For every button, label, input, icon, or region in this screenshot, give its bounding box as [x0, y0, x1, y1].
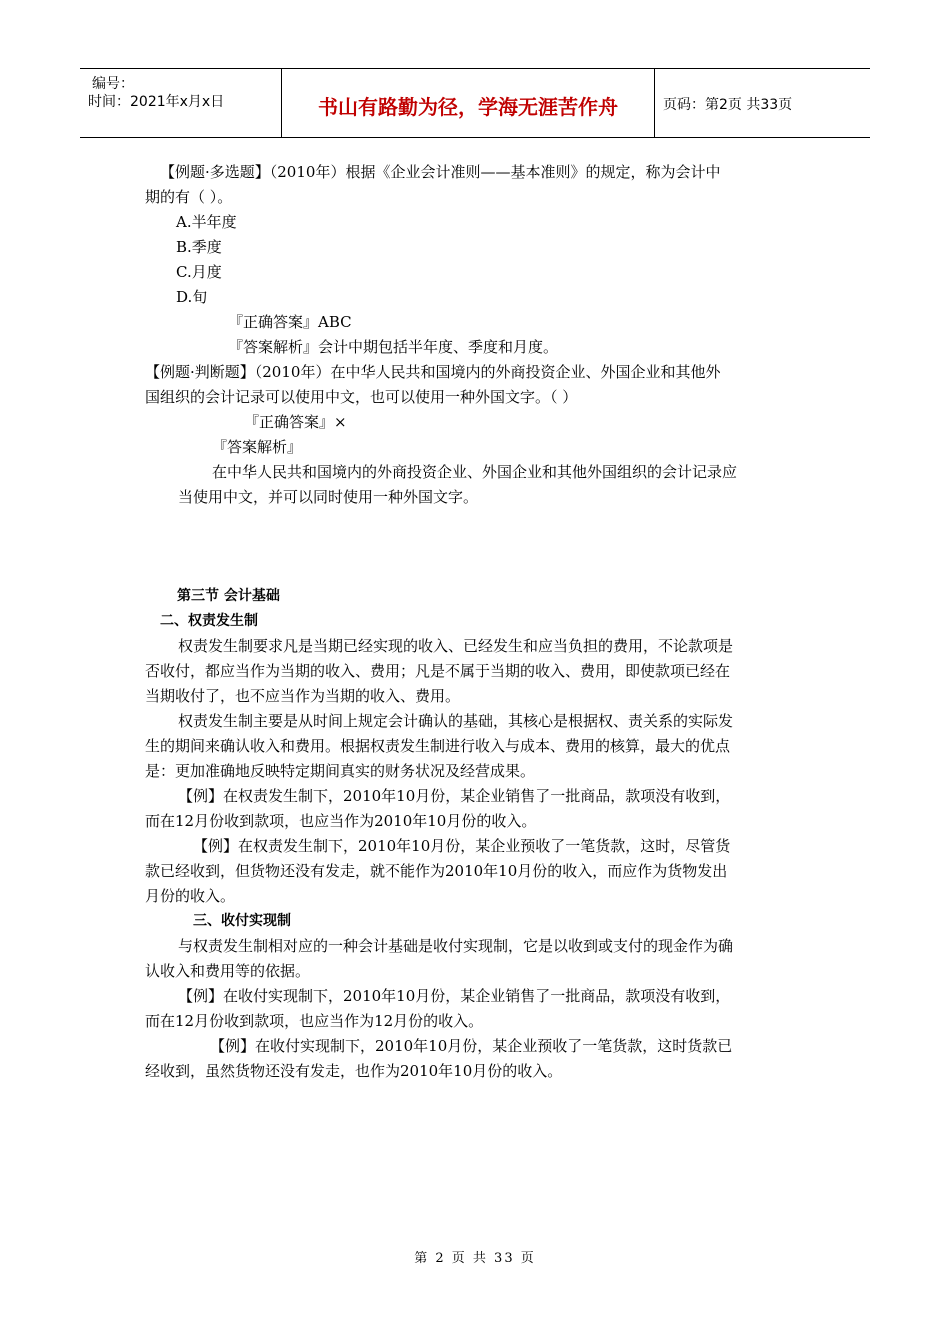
example-line: 【例】在权责发生制下，2010年10月份，某企业销售了一批商品，款项没有收到，	[178, 787, 731, 805]
q1-stem-line2: 期的有（ ）。	[145, 188, 233, 206]
section-title: 第三节 会计基础	[177, 588, 280, 604]
example-line: 而在12月份收到款项，也应当作为2010年10月份的收入。	[145, 812, 537, 830]
q2-analysis-label: 『答案解析』	[212, 438, 303, 456]
page-footer: 第 2 页 共 33 页	[414, 1251, 536, 1266]
example-line: 款已经收到，但货物还没有发走，就不能作为2010年10月份的收入，而应作为货物发出	[145, 862, 728, 880]
q2-stem-line2: 国组织的会计记录可以使用中文，也可以使用一种外国文字。（ ）	[145, 388, 578, 406]
q1-option-d: D.旬	[176, 288, 208, 306]
paragraph-line: 生的期间来确认收入和费用。根据权责发生制进行收入与成本、费用的核算，最大的优点	[145, 737, 731, 755]
q2-analysis-line2: 当使用中文，并可以同时使用一种外国文字。	[178, 488, 479, 506]
q1-option-c: C.月度	[176, 263, 222, 281]
header-page-cell	[655, 69, 870, 137]
header-motto-cell	[282, 69, 655, 137]
paragraph-line: 与权责发生制相对应的一种会计基础是收付实现制，它是以收到或支付的现金作为确	[178, 937, 734, 955]
paragraph-line: 认收入和费用等的依据。	[145, 962, 311, 980]
q1-analysis: 『答案解析』会计中期包括半年度、季度和月度。	[228, 338, 559, 356]
header-page-number: 页码：第2页 共33页	[663, 97, 793, 113]
example-line: 经收到，虽然货物还没有发走，也作为2010年10月份的收入。	[145, 1062, 563, 1080]
example-line: 月份的收入。	[145, 887, 236, 905]
q1-option-a: A.半年度	[176, 213, 237, 231]
q1-option-b: B.季度	[176, 238, 222, 256]
q2-answer: 『正确答案』×	[244, 413, 347, 431]
example-line: 【例】在收付实现制下，2010年10月份，某企业销售了一批商品，款项没有收到，	[178, 987, 731, 1005]
paragraph-line: 权责发生制要求凡是当期已经实现的收入、已经发生和应当负担的费用，不论款项是	[178, 637, 734, 655]
q1-answer: 『正确答案』ABC	[228, 313, 352, 331]
header-info-cell	[80, 69, 282, 137]
q1-stem-line1: 【例题·多选题】（2010年）根据《企业会计准则——基本准则》的规定，称为会计中	[160, 163, 721, 181]
header-motto: 书山有路勤为径，学海无涯苦作舟	[318, 95, 618, 119]
paragraph-line: 是：更加准确地反映特定期间真实的财务状况及经营成果。	[145, 762, 536, 780]
paragraph-line: 当期收付了，也不应当作为当期的收入、费用。	[145, 687, 461, 705]
q2-analysis-line1: 在中华人民共和国境内的外商投资企业、外国企业和其他外国组织的会计记录应	[212, 463, 738, 481]
document-number: 编号：	[92, 76, 134, 92]
example-line: 【例】在权责发生制下，2010年10月份，某企业预收了一笔货款，这时，尽管货	[193, 837, 731, 855]
subsection-title-accrual: 二、权责发生制	[160, 613, 258, 629]
document-time: 时间：2021年x月x日	[88, 94, 225, 110]
example-line: 【例】在收付实现制下，2010年10月份，某企业预收了一笔货款，这时货款已	[210, 1037, 733, 1055]
q2-stem-line1: 【例题·判断题】（2010年）在中华人民共和国境内的外商投资企业、外国企业和其他外	[145, 363, 721, 381]
paragraph-line: 否收付，都应当作为当期的收入、费用；凡是不属于当期的收入、费用，即使款项已经在	[145, 662, 731, 680]
example-line: 而在12月份收到款项，也应当作为12月份的收入。	[145, 1012, 484, 1030]
paragraph-line: 权责发生制主要是从时间上规定会计确认的基础，其核心是根据权、责关系的实际发	[178, 712, 734, 730]
header-table	[80, 68, 870, 138]
subsection-title-cash: 三、收付实现制	[193, 913, 291, 929]
